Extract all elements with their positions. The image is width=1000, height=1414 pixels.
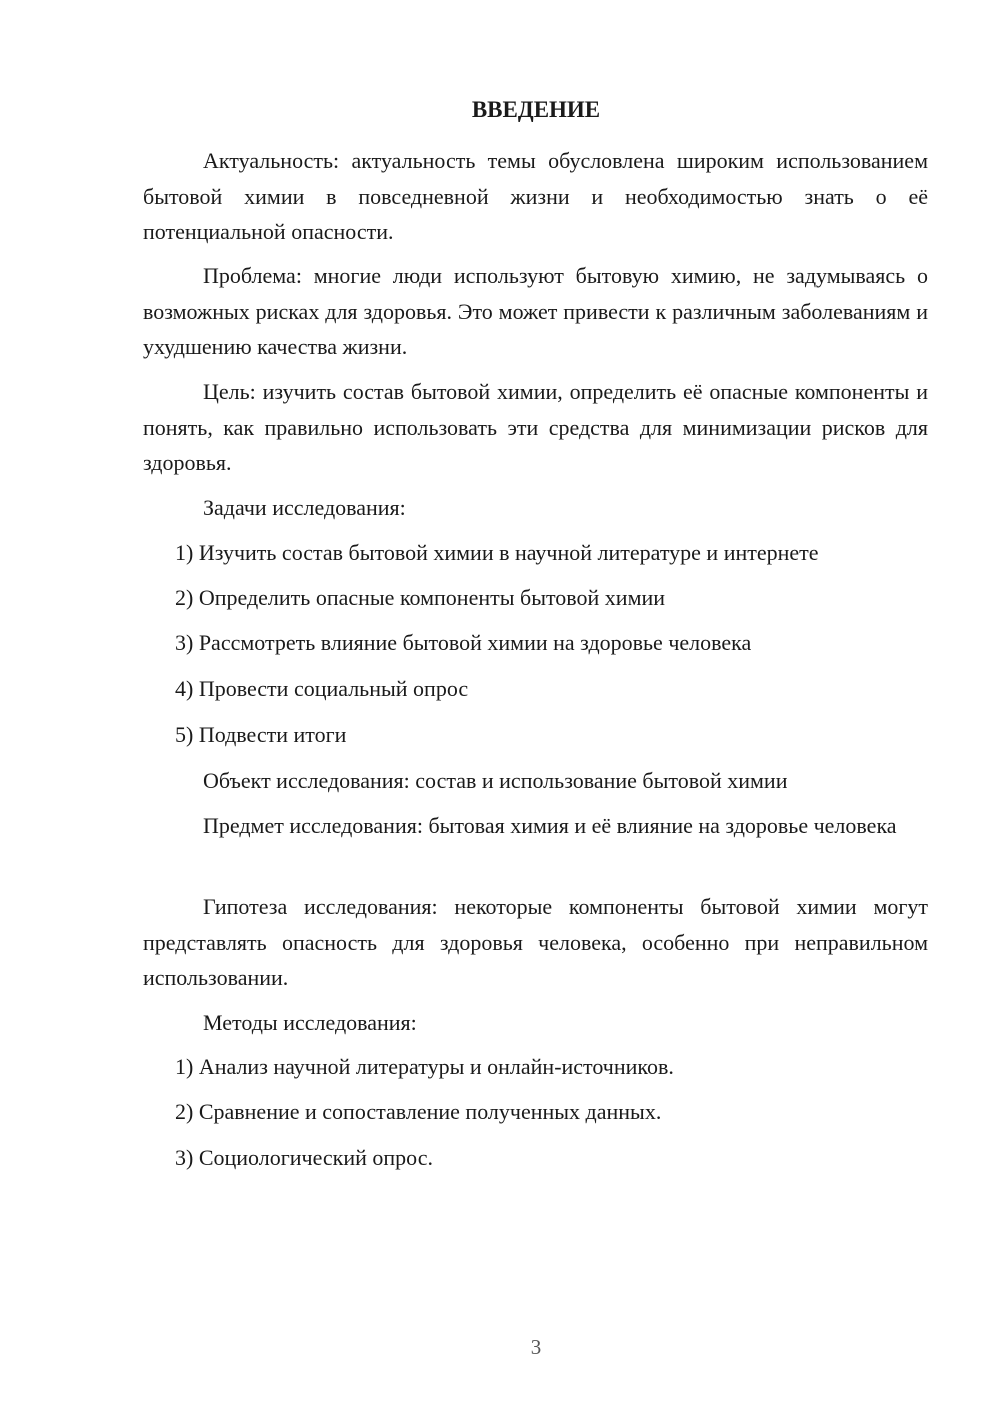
object-paragraph: Объект исследования: состав и использование бытовой химии — [203, 768, 788, 793]
task-item-2: 2) Определить опасные компоненты бытовой химии — [175, 585, 666, 610]
task-item-5: 5) Подвести итоги — [175, 722, 347, 747]
method-item-2: 2) Сравнение и сопоставление полученных данных. — [175, 1099, 662, 1124]
subject-paragraph: Предмет исследования: бытовая химия и её влияние на здоровье человека — [203, 813, 897, 838]
tasks-label: Задачи исследования: — [203, 495, 406, 520]
goal-paragraph: Цель: изучить состав бытовой химии, определить её опасные компоненты и понять, как правильно использовать эти средства для минимизации рисков для здоровья. — [143, 379, 928, 475]
method-item-3: 3) Социологический опрос. — [175, 1145, 433, 1170]
section-heading: ВВЕДЕНИЕ — [471, 97, 601, 122]
relevance-paragraph: Актуальность: актуальность темы обусловлена широким использованием бытовой химии в повседневной жизни и необходимостью знать о её потенциальной опасности. — [143, 148, 928, 244]
task-item-3: 3) Рассмотреть влияние бытовой химии на здоровье человека — [175, 630, 752, 655]
page-number: 3 — [530, 1335, 542, 1359]
task-item-4: 4) Провести социальный опрос — [175, 676, 469, 701]
method-item-1: 1) Анализ научной литературы и онлайн-источников. — [175, 1054, 674, 1079]
task-item-1: 1) Изучить состав бытовой химии в научной литературе и интернете — [175, 540, 819, 565]
methods-label: Методы исследования: — [203, 1010, 417, 1035]
hypothesis-paragraph: Гипотеза исследования: некоторые компоненты бытовой химии могут представлять опасность для здоровья человека, особенно при неправильном использовании. — [143, 894, 928, 990]
problem-paragraph: Проблема: многие люди используют бытовую химию, не задумываясь о возможных рисках для здоровья. Это может привести к различным заболеваниям и ухудшению качества жизни. — [143, 263, 928, 359]
